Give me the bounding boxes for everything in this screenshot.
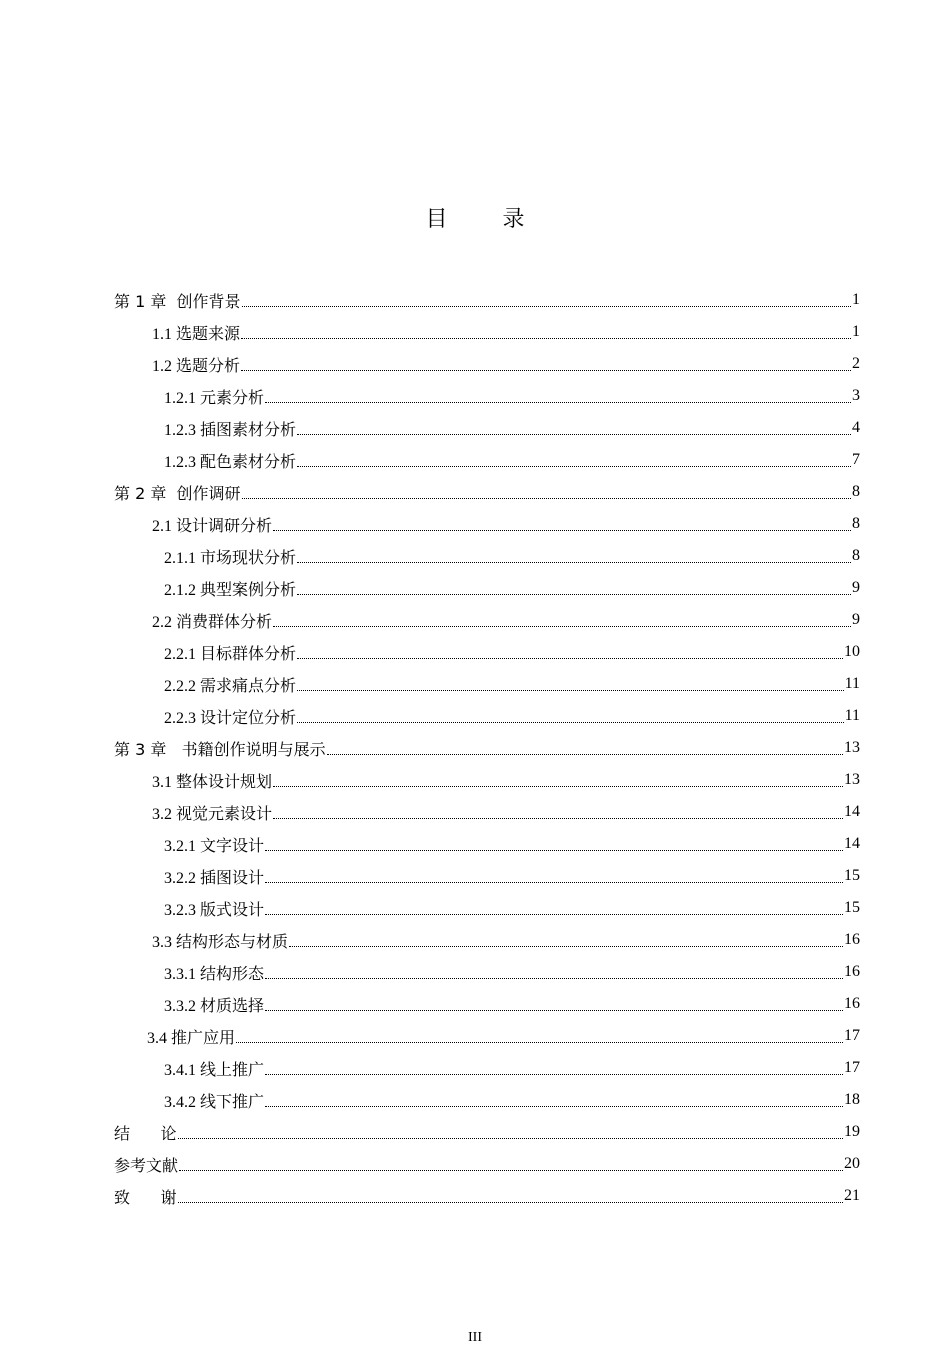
toc-entry-page: 8 [852,515,860,532]
toc-entry[interactable] [164,860,860,892]
toc-entry[interactable] [164,988,860,1020]
toc-entry-label: 2.2 消费群体分析 [152,613,273,631]
toc-entry-label: 3.2 视觉元素设计 [152,805,273,823]
page-number-footer: III [468,1330,482,1345]
toc-entry-label: 3.3.1 结构形态 [164,965,265,983]
toc-leader-dots [241,338,851,339]
toc-entry-label: 3.2.2 插图设计 [164,869,265,887]
toc-entry-page: 17 [844,1027,860,1044]
toc-entry[interactable] [164,668,860,700]
toc-entry-label: 3.3 结构形态与材质 [152,933,289,951]
toc-leader-dots [289,946,843,947]
toc-entry-page: 1 [852,323,860,340]
toc-entry-page: 19 [844,1123,860,1140]
toc-entry-label: 1.2 选题分析 [152,357,241,375]
toc-leader-dots [265,850,843,851]
toc-leader-dots [265,882,843,883]
toc-entry[interactable] [114,1148,860,1180]
toc-leader-dots [327,754,843,755]
toc-entry-label: 第 2 章 创作调研 [114,483,241,503]
toc-leader-dots [179,1170,843,1171]
toc-leader-dots [273,626,851,627]
toc-entry-page: 16 [844,963,860,980]
toc-entry-label: 2.1.2 典型案例分析 [164,581,297,599]
toc-entry[interactable] [152,316,860,348]
toc-leader-dots [265,402,851,403]
toc-entry[interactable] [152,348,860,380]
toc-entry-label: 1.1 选题来源 [152,325,241,343]
toc-entry-page: 17 [844,1059,860,1076]
toc-entry-page: 7 [852,451,860,468]
page-title: 目 录 [425,207,549,232]
toc-entry[interactable] [164,892,860,924]
toc-entry[interactable] [164,636,860,668]
toc-entry[interactable] [152,796,860,828]
toc-entry[interactable] [114,284,860,316]
toc-entry-page: 21 [844,1187,860,1204]
toc-entry[interactable] [164,828,860,860]
toc-entry-label: 1.2.1 元素分析 [164,389,265,407]
toc-entry-page: 4 [852,419,860,436]
toc-entry[interactable] [114,1180,860,1212]
toc-entry[interactable] [164,444,860,476]
toc-entry[interactable] [164,700,860,732]
toc-leader-dots [265,978,843,979]
toc-entry-page: 13 [844,739,860,756]
toc-entry[interactable] [164,956,860,988]
toc-leader-dots [242,498,851,499]
toc-entry[interactable] [164,412,860,444]
toc-entry-page: 14 [844,803,860,820]
toc-entry[interactable] [164,572,860,604]
toc-entry[interactable] [114,476,860,508]
toc-entry-page: 20 [844,1155,860,1172]
toc-leader-dots [273,818,843,819]
toc-entry-page: 9 [852,579,860,596]
toc-leader-dots [297,690,844,691]
toc-entry-label: 3.3.2 材质选择 [164,997,265,1015]
toc-entry-label: 2.1.1 市场现状分析 [164,549,297,567]
toc-entry-page: 9 [852,611,860,628]
toc-leader-dots [273,530,851,531]
toc-leader-dots [265,914,843,915]
toc-leader-dots [297,434,851,435]
toc-entry[interactable] [152,604,860,636]
toc-entry-label: 3.4.2 线下推广 [164,1093,265,1111]
toc-entry[interactable] [152,924,860,956]
toc-leader-dots [265,1074,843,1075]
toc-leader-dots [297,658,843,659]
toc-entry[interactable] [152,508,860,540]
toc-entry-label: 3.2.3 版式设计 [164,901,265,919]
toc-entry-page: 16 [844,931,860,948]
toc-leader-dots [297,594,851,595]
toc-entry-page: 1 [852,291,860,308]
toc-leader-dots [297,466,851,467]
toc-entry[interactable] [164,540,860,572]
toc-entry-label: 第 1 章 创作背景 [114,291,241,311]
toc-entry-page: 15 [844,899,860,916]
toc-entry-page: 15 [844,867,860,884]
toc-entry[interactable] [152,764,860,796]
toc-entry-label: 结 论 [114,1123,177,1143]
toc-leader-dots [297,722,844,723]
toc-entry-label: 2.2.2 需求痛点分析 [164,677,297,695]
toc-leader-dots [265,1010,843,1011]
toc-entry-label: 3.4.1 线上推广 [164,1061,265,1079]
toc-entry[interactable] [114,1116,860,1148]
toc-entry-label: 1.2.3 配色素材分析 [164,453,297,471]
toc-leader-dots [242,306,851,307]
toc-leader-dots [273,786,843,787]
toc-entry-page: 14 [844,835,860,852]
toc-entry-label: 参考文献 [114,1155,179,1175]
toc-entry-label: 2.2.3 设计定位分析 [164,709,297,727]
toc-entry-label: 3.2.1 文字设计 [164,837,265,855]
toc-entry[interactable] [164,1052,860,1084]
toc-leader-dots [265,1106,843,1107]
toc-entry-label: 1.2.3 插图素材分析 [164,421,297,439]
toc-entry-page: 11 [844,707,860,724]
toc-leader-dots [178,1202,843,1203]
toc-leader-dots [297,562,851,563]
toc-entry[interactable] [164,1084,860,1116]
toc-entry-label: 3.1 整体设计规划 [152,773,273,791]
toc-entry-page: 11 [844,675,860,692]
toc-entry-label: 2.1 设计调研分析 [152,517,273,535]
toc-entry-page: 8 [852,483,860,500]
toc-entry-page: 16 [844,995,860,1012]
toc-entry-page: 2 [852,355,860,372]
toc-leader-dots [236,1042,843,1043]
toc-entry-label: 3.4 推广应用 [147,1029,236,1047]
toc-entry[interactable] [147,1020,860,1052]
toc-entry-page: 13 [844,771,860,788]
toc-entry-page: 18 [844,1091,860,1108]
toc-entry-label: 第 3 章 书籍创作说明与展示 [114,739,326,759]
toc-entry-page: 8 [852,547,860,564]
toc-entry-label: 致 谢 [114,1187,177,1207]
toc-entry[interactable] [164,380,860,412]
toc-entry-label: 2.2.1 目标群体分析 [164,645,297,663]
toc-entry-page: 3 [852,387,860,404]
toc-entry[interactable] [114,732,860,764]
toc-entry-page: 10 [844,643,860,660]
toc-leader-dots [241,370,851,371]
toc-leader-dots [178,1138,843,1139]
